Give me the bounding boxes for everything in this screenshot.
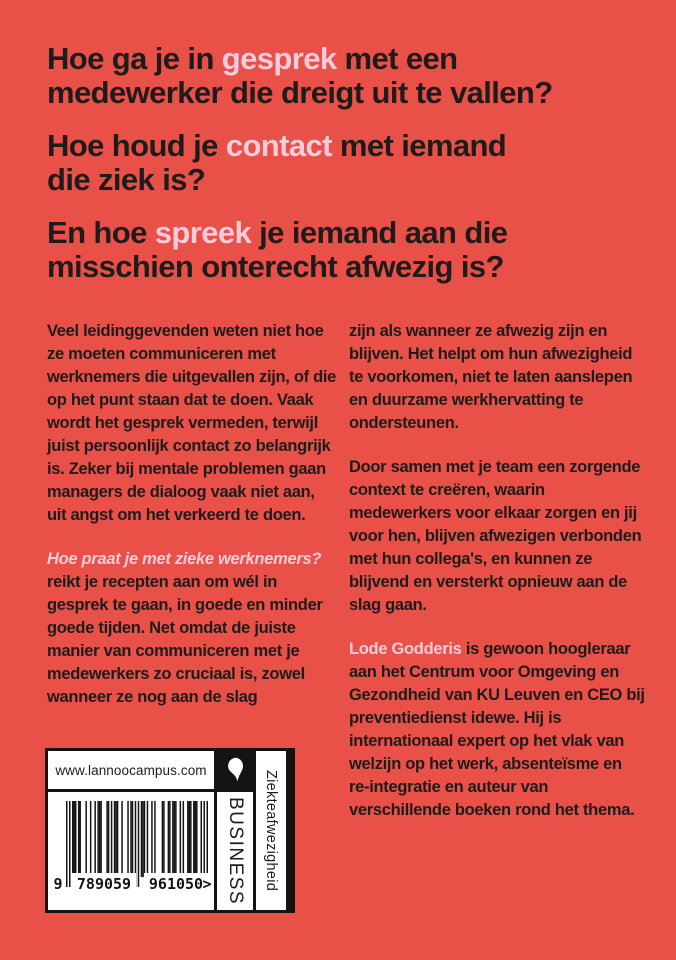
headline-text: met een — [336, 41, 458, 76]
headline-text: En hoe — [47, 215, 155, 250]
category-label: BUSINESS — [225, 796, 246, 906]
category-strip — [217, 792, 253, 910]
book-title: Hoe praat je met zieke werknemers? — [47, 550, 322, 568]
ean-barcode — [52, 799, 210, 903]
book-title-paragraph — [47, 548, 337, 709]
topic-strip — [256, 751, 286, 910]
topic-label: Ziekteafwezigheid — [263, 769, 279, 892]
headline-line — [47, 163, 652, 197]
body-column-right — [349, 320, 645, 822]
paragraph-text: Veel leidinggevenden weten niet hoe ze moeten communiceren met werknemers die uitgevallen zijn, of die op het punt staan dat te doen. Vaak wordt het gesprek vermeden, terwijl juist persoonlijk contact zo belangrijk is. Zeker bij mentale problemen gaan managers de dialoog vaak niet aan, uit angst om het verkeerd te doen. — [47, 322, 337, 524]
publisher-website-label: www.lannoocampus.com — [55, 762, 207, 778]
paragraph-text: Door samen met je team een zorgende context te creëren, waarin medewerkers voor elkaar zorgen en jij voor hen, blijven afwezigen verbonden met hun collega's, en kunnen ze blijvend en versterkt opnieuw aan de slag gaan. — [349, 458, 642, 614]
body-column-left — [47, 320, 337, 709]
headline-accent-word: contact — [225, 128, 332, 163]
headline-line — [47, 129, 652, 163]
headline-text: die ziek is? — [47, 162, 206, 197]
author-bio-paragraph — [349, 638, 645, 822]
headline-line — [47, 42, 652, 76]
barcode-block — [45, 748, 295, 913]
headline-line — [47, 76, 652, 110]
continuation-paragraph — [349, 320, 645, 435]
publisher-logo-box — [217, 751, 253, 789]
headline-question-2 — [47, 129, 652, 197]
headline-question-1 — [47, 42, 652, 110]
barcode-box — [48, 792, 214, 910]
team-paragraph — [349, 456, 645, 617]
barcode-digit-group2: 961050 — [144, 873, 208, 895]
headline-question-3 — [47, 216, 652, 284]
headline-line — [47, 250, 652, 284]
headline-text: medewerker die dreigt uit te vallen? — [47, 75, 553, 110]
headline-text: Hoe houd je — [47, 128, 226, 163]
author-name: Lode Godderis — [349, 640, 462, 658]
headline-text: misschien onterecht afwezig is? — [47, 249, 504, 284]
barcode-arrow: > — [202, 875, 212, 893]
headline-text: met iemand — [331, 128, 507, 163]
headline-text: Hoe ga je in — [47, 41, 222, 76]
paragraph-text: is gewoon hoogleraar aan het Centrum voor Omgeving en Gezondheid van KU Leuven en CEO bij preventiedienst idewe. Hij is internationaal expert op het vlak van welzijn op het werk, absenteïsme en re-integratie en auteur van verschillende boeken rond het thema. — [349, 640, 645, 819]
headline-accent-word: gesprek — [221, 41, 337, 76]
paragraph-text: zijn als wanneer ze afwezig zijn en blijven. Het helpt om hun afwezigheid te voorkomen, niet te laten aanslepen en duurzame werkhervatting te ondersteunen. — [349, 322, 633, 432]
intro-paragraph — [47, 320, 337, 527]
headline-accent-word: spreek — [154, 215, 252, 250]
category-column — [217, 751, 253, 910]
headline-text: je iemand aan die — [251, 215, 508, 250]
publisher-website — [48, 751, 214, 789]
paragraph-text: reikt je recepten aan om wél in gesprek te gaan, in goede en minder goede tijden. Net omdat de juiste manier van communiceren met je medewerkers zo cruciaal is, zowel wanneer ze nog aan de slag — [47, 573, 323, 706]
headline-line — [47, 216, 652, 250]
barcode-digit-group1: 789059 — [72, 873, 136, 895]
barcode-digit-lead: 9 — [53, 875, 63, 893]
barcode-column — [48, 751, 214, 910]
lannoo-flame-icon — [225, 757, 245, 783]
